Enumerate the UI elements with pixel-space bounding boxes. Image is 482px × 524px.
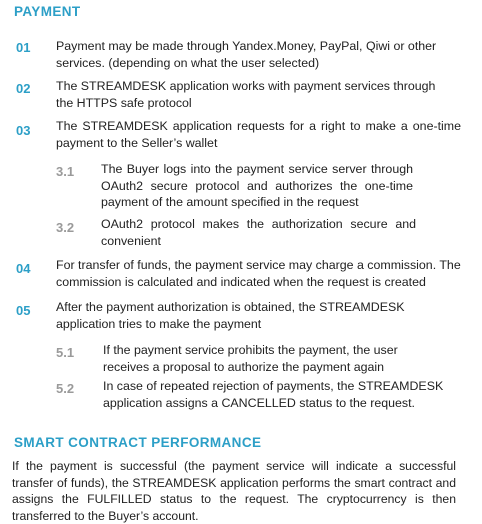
item-number: 01: [16, 40, 31, 55]
item-number: 3.2: [56, 220, 75, 235]
item-number: 05: [16, 303, 31, 318]
section-title-smart-contract: SMART CONTRACT PERFORMANCE: [14, 435, 262, 450]
item-text: For transfer of funds, the payment service may charge a commission. The commission is calculated and indicated when the request is created: [56, 258, 461, 289]
item-number: 04: [16, 261, 31, 276]
section-title-payment: PAYMENT: [14, 4, 81, 19]
item-text: Payment may be made through Yandex.Money, PayPal, Qiwi or other services. (depending on what the user selected): [56, 39, 437, 70]
item-text: If the payment service prohibits the payment, the user receives a proposal to authorize the payment again: [103, 343, 398, 374]
item-text: The Buyer logs into the payment service server through OAuth2 secure protocol and authorizes the one-time payment of the amount specified in the request: [101, 162, 413, 209]
item-text: The STREAMDESK application works with payment services through the HTTPS safe protocol: [56, 79, 436, 110]
item-number: 3.1: [56, 164, 75, 179]
item-number: 02: [16, 81, 31, 96]
item-text: In case of repeated rejection of payments, the STREAMDESK application assigns a CANCELLED status to the request.: [103, 379, 444, 410]
item-number: 5.1: [56, 345, 75, 360]
item-number: 5.2: [56, 381, 75, 396]
item-text: After the payment authorization is obtained, the STREAMDESK application tries to make the payment: [56, 300, 405, 331]
item-number: 03: [16, 123, 31, 138]
item-text: The STREAMDESK application requests for a right to make a one-time payment to the Seller’s wallet: [56, 119, 461, 150]
smart-contract-paragraph: If the payment is successful (the payment service will indicate a successful transfer of funds), the STREAMDESK application performs the smart contract and assigns the FULFILLED status to the request. The cryptocurrency is then transferred to the Buyer’s account.: [12, 459, 456, 523]
item-text: OAuth2 protocol makes the authorization secure and convenient: [101, 217, 416, 248]
